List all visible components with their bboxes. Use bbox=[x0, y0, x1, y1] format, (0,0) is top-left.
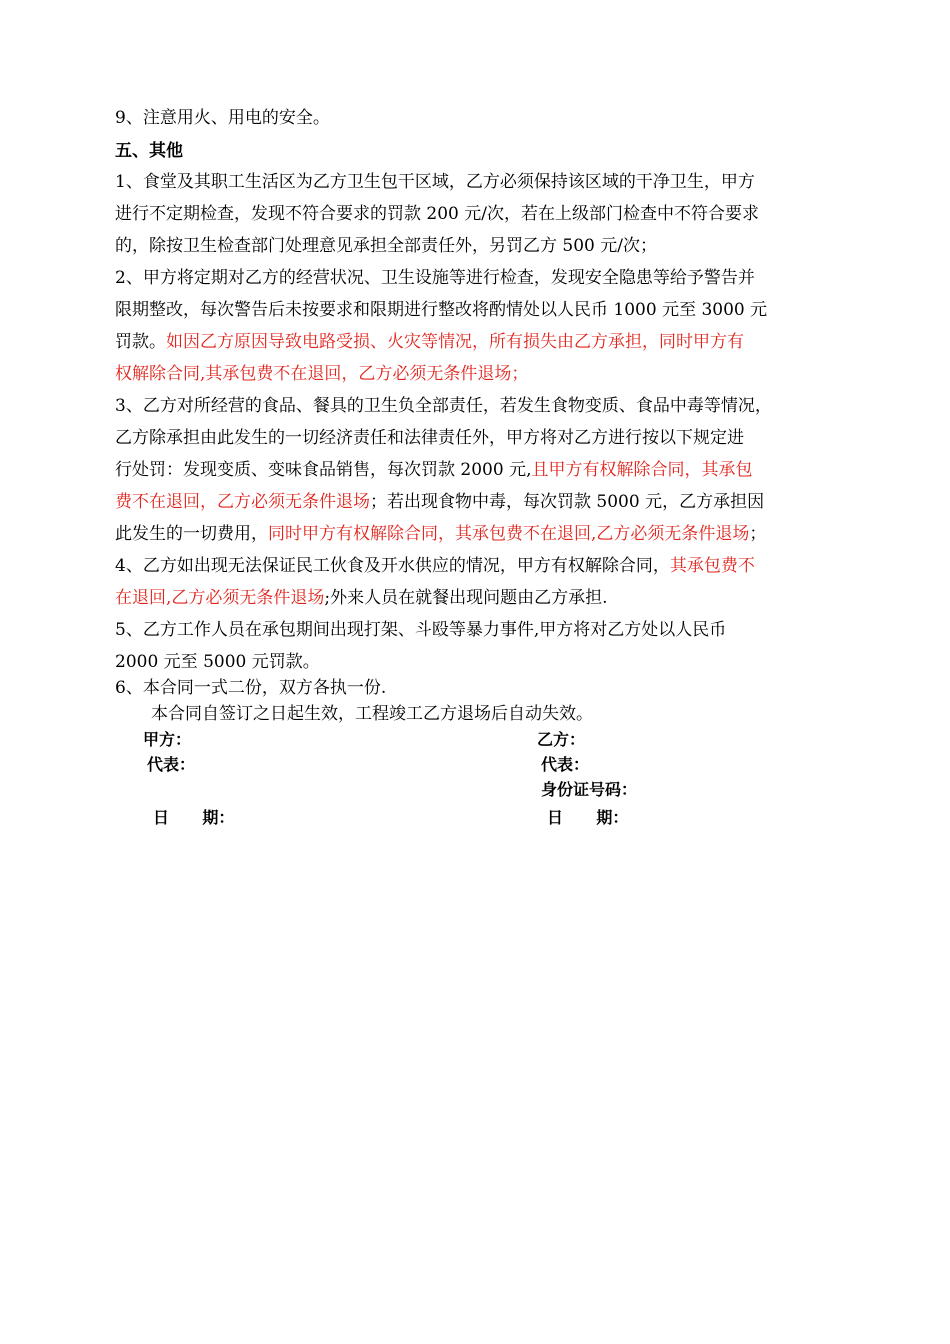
highlighted-text: 权解除合同,其承包费不在退回，乙方必须无条件退场； bbox=[115, 364, 529, 384]
section-heading-other bbox=[115, 140, 183, 162]
clause-2-line-1 bbox=[115, 267, 755, 289]
text-run: 3、乙方对所经营的食品、餐具的卫生负全部责任，若发生食物变质、食品中毒等情况， bbox=[115, 396, 772, 416]
text-run: 五、其他 bbox=[115, 141, 183, 161]
text-run: 的，除按卫生检查部门处理意见承担全部责任外，另罚乙方 500 元/次； bbox=[115, 236, 657, 256]
date-a-label: 日 期： bbox=[153, 808, 235, 827]
text-run: 4、乙方如出现无法保证民工伙食及开水供应的情况，甲方有权解除合同， bbox=[115, 556, 670, 576]
rep-b-label: 代表： bbox=[541, 755, 590, 774]
date-b-label: 日 期： bbox=[547, 808, 629, 827]
text-run: 本合同自签订之日起生效，工程竣工乙方退场后自动失效。 bbox=[151, 704, 593, 724]
highlighted-text: 且甲方有权解除合同，其承包 bbox=[531, 460, 753, 480]
text-run: 行处罚：发现变质、变味食品销售，每次罚款 2000 元, bbox=[115, 460, 532, 480]
clause-5-line-2 bbox=[115, 651, 320, 673]
highlighted-text: 其承包费不 bbox=[669, 556, 755, 576]
text-run: 此发生的一切费用， bbox=[115, 524, 268, 544]
clause-2-line-2 bbox=[115, 299, 767, 321]
highlighted-text: 同时甲方有权解除合同，其承包费不在退回,乙方必须无条件退场 bbox=[268, 524, 750, 544]
party-b-label: 乙方： bbox=[537, 730, 586, 749]
rep-a-label: 代表： bbox=[147, 755, 196, 774]
highlighted-text: 如因乙方原因导致电路受损、火灾等情况，所有损失由乙方承担，同时甲方有 bbox=[166, 332, 744, 352]
text-run: ； bbox=[749, 524, 767, 544]
text-run: ；若出现食物中毒，每次罚款 5000 元，乙方承担因 bbox=[370, 492, 765, 512]
text-run: 进行不定期检查，发现不符合要求的罚款 200 元/次，若在上级部门检查中不符合要求 bbox=[115, 204, 759, 224]
clause-3-line-1 bbox=[115, 395, 772, 417]
clause-3-line-2 bbox=[115, 427, 744, 449]
clause-1-line-1 bbox=[115, 171, 755, 193]
clause-9 bbox=[115, 107, 330, 129]
text-run: 5、乙方工作人员在承包期间出现打架、斗殴等暴力事件,甲方将对乙方处以人民币 bbox=[115, 620, 727, 640]
text-run: 2、甲方将定期对乙方的经营状况、卫生设施等进行检查，发现安全隐患等给予警告并 bbox=[115, 268, 755, 288]
text-run: ;外来人员在就餐出现问题由乙方承担. bbox=[324, 588, 608, 608]
effective-clause bbox=[151, 703, 593, 725]
text-run: 9、注意用火、用电的安全。 bbox=[115, 108, 330, 128]
clause-1-line-2 bbox=[115, 203, 759, 225]
clause-5-line-1 bbox=[115, 619, 726, 641]
clause-3-line-5 bbox=[115, 523, 766, 545]
party-a-label: 甲方： bbox=[143, 730, 192, 749]
text-run: 2000 元至 5000 元罚款。 bbox=[115, 652, 320, 672]
text-run: 乙方除承担由此发生的一切经济责任和法律责任外，甲方将对乙方进行按以下规定进 bbox=[115, 428, 744, 448]
clause-3-line-3 bbox=[115, 459, 752, 481]
clause-4-line-2 bbox=[115, 587, 608, 609]
text-run: 限期整改，每次警告后未按要求和限期进行整改将酌情处以人民币 1000 元至 3000 元 bbox=[115, 300, 768, 320]
clause-4-line-1 bbox=[115, 555, 755, 577]
text-run: 罚款。 bbox=[115, 332, 166, 352]
clause-2-line-3 bbox=[115, 331, 744, 353]
highlighted-text: 在退回,乙方必须无条件退场 bbox=[115, 588, 325, 608]
text-run: 1、食堂及其职工生活区为乙方卫生包干区域，乙方必须保持该区域的干净卫生，甲方 bbox=[115, 172, 755, 192]
clause-3-line-4 bbox=[115, 491, 764, 513]
clause-6 bbox=[115, 677, 386, 699]
clause-2-line-4 bbox=[115, 363, 528, 385]
text-run: 6、本合同一式二份，双方各执一份. bbox=[115, 678, 387, 698]
clause-1-line-3 bbox=[115, 235, 657, 257]
highlighted-text: 费不在退回，乙方必须无条件退场 bbox=[115, 492, 370, 512]
id-number-label: 身份证号码： bbox=[541, 780, 638, 799]
